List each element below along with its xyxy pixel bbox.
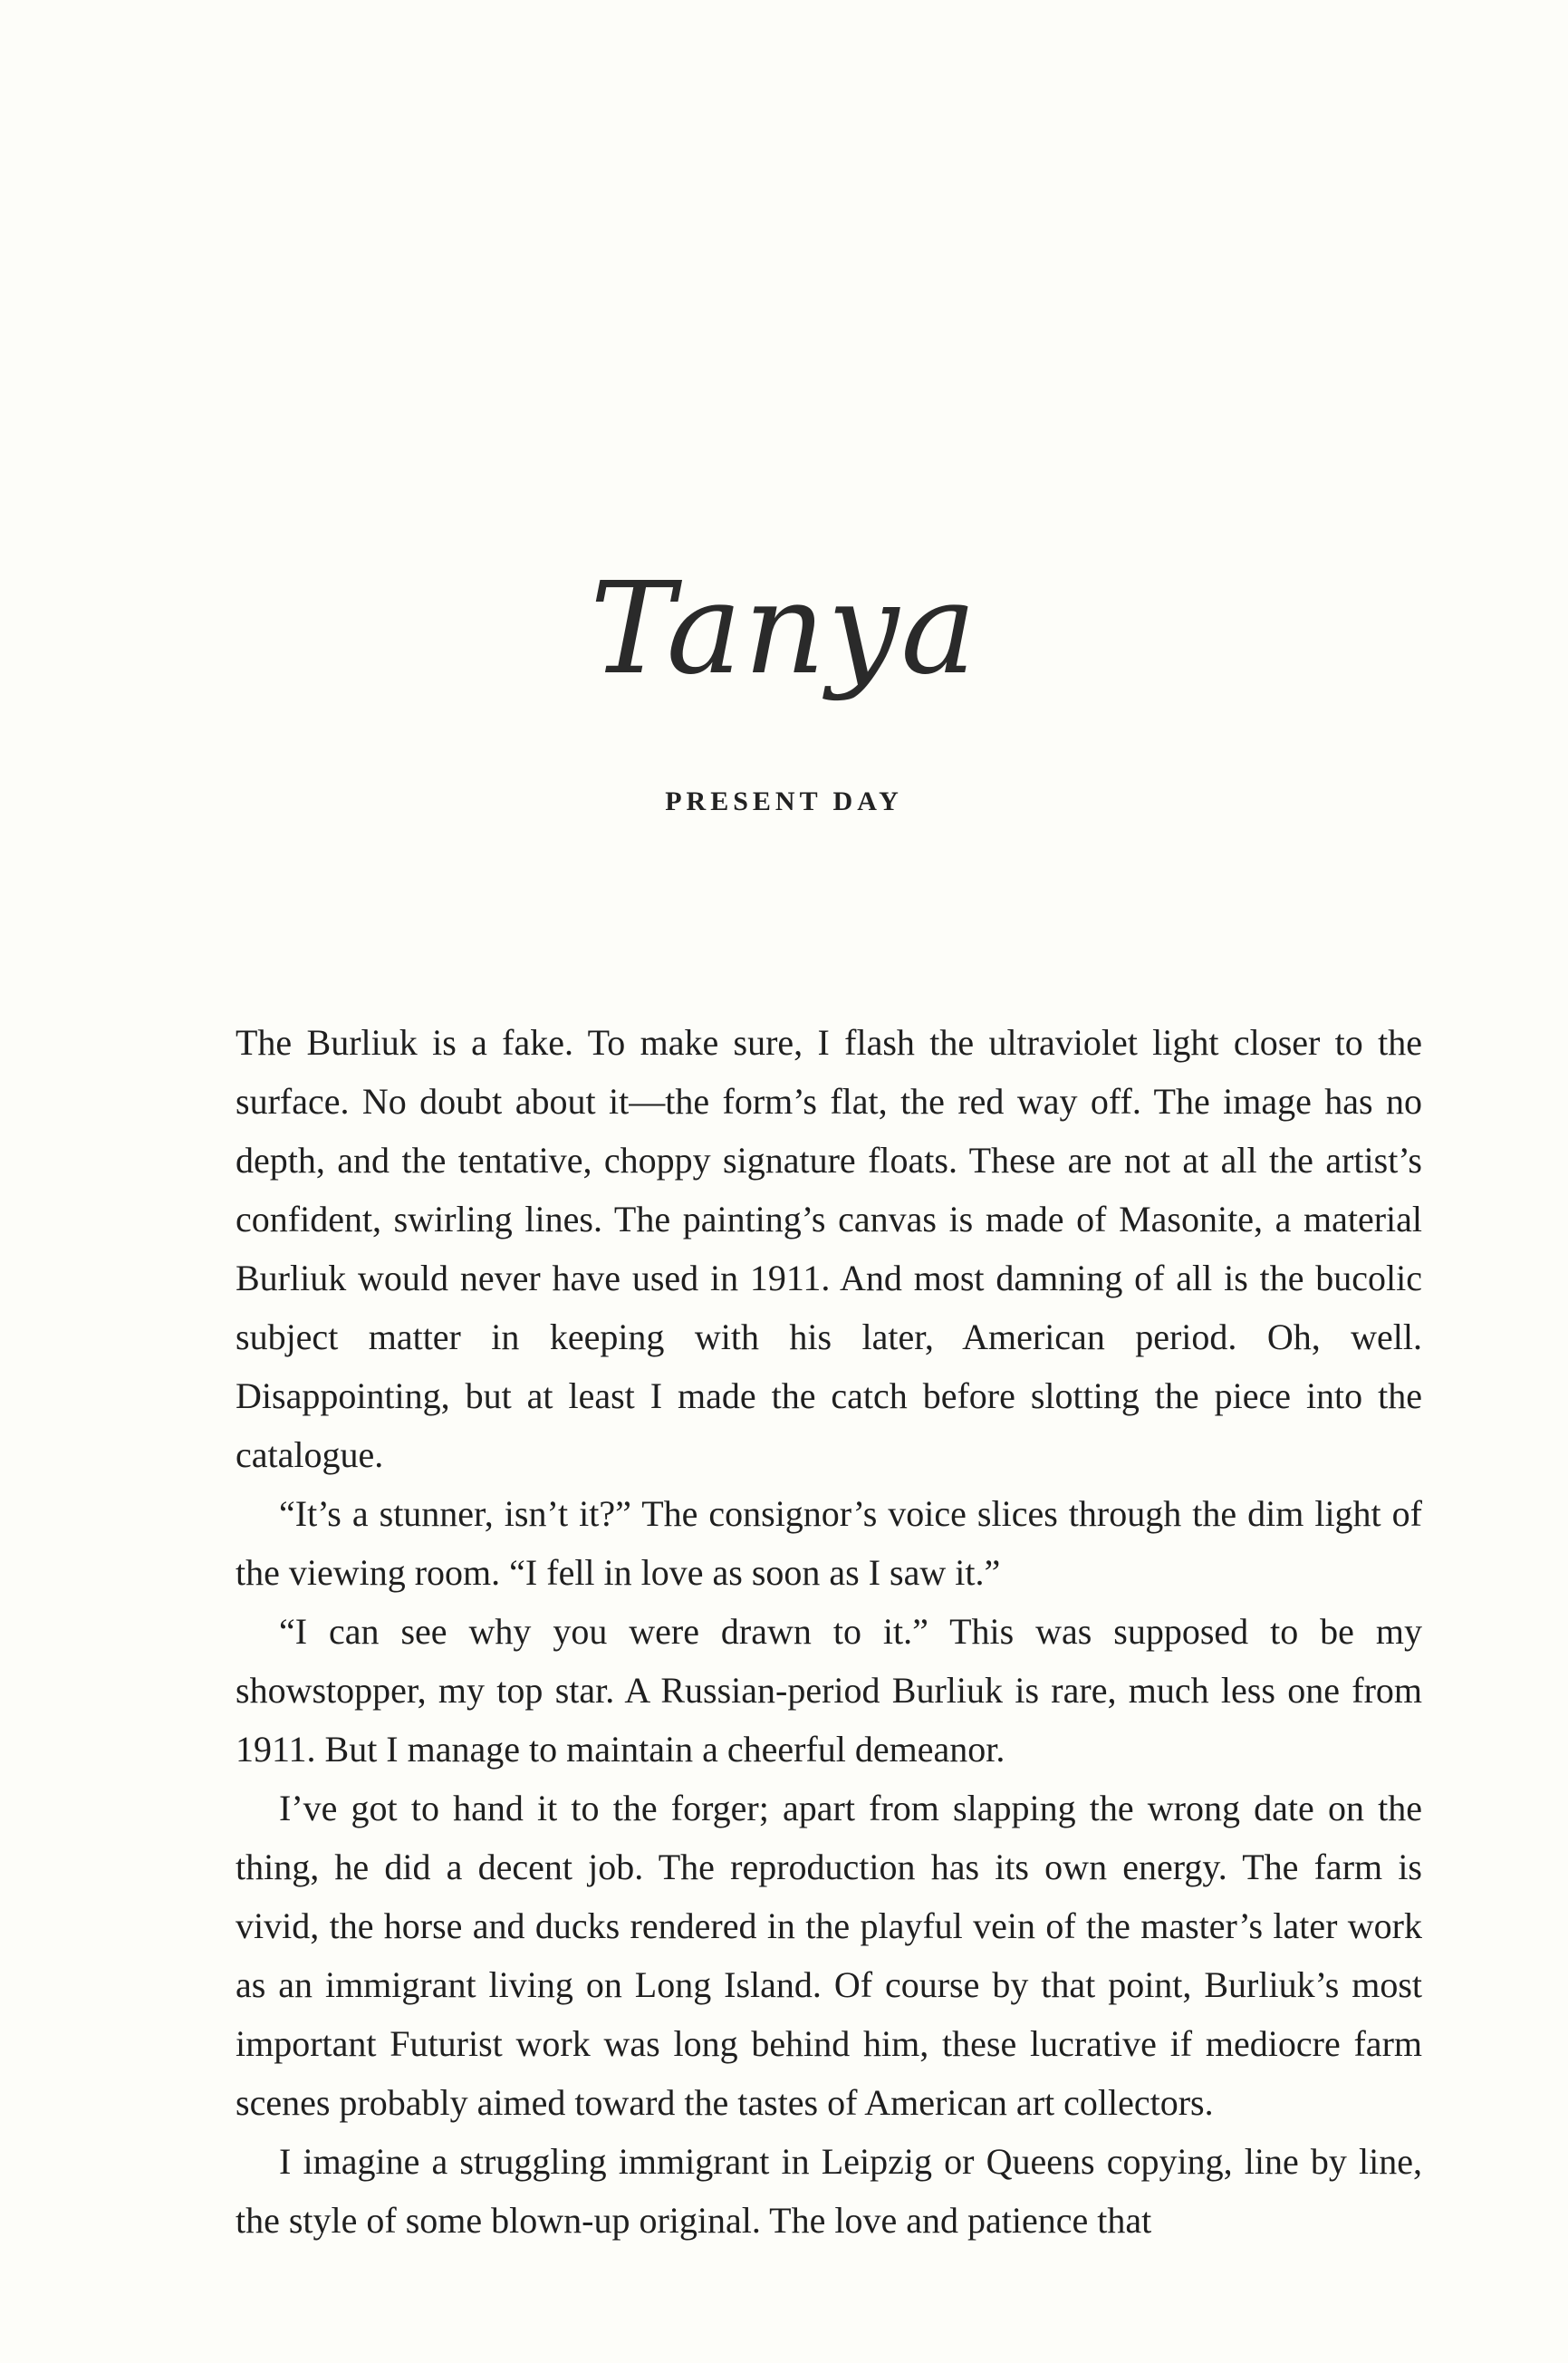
chapter-title: Tanya bbox=[590, 555, 978, 703]
paragraph: I’ve got to hand it to the forger; apart from slapping the wrong date on the thing, he did a decent job. The reproduction has its own energy. The farm is vivid, the horse and ducks rendered in the playful vein of the master’s later work as an immigrant living on Long Island. Of course by that point, Burliuk’s most important Futurist work was long behind him, these lucrative if mediocre farm scenes probably aimed toward the tastes of American art collectors. bbox=[236, 1788, 1422, 2123]
paragraph: I imagine a struggling immigrant in Leipzig or Queens copying, line by line, the style of some blown-up original. The love and patience that bbox=[236, 2141, 1422, 2241]
chapter-body bbox=[236, 1013, 1422, 2250]
paragraph: “It’s a stunner, isn’t it?” The consignor’s voice slices through the dim light of the viewing room. “I fell in love as soon as I saw it.” bbox=[236, 1493, 1422, 1593]
paragraph: The Burliuk is a fake. To make sure, I flash the ultraviolet light closer to the surface. No doubt about it—the form’s flat, the red way off. The image has no depth, and the tentative, choppy signature floats. These are not at all the artist’s confident, swirling lines. The painting’s canvas is made of Masonite, a material Burliuk would never have used in 1911. And most damning of all is the bucolic subject matter in keeping with his later, American period. Oh, well. Disappointing, but at least I made the catch before slotting the piece into the catalogue. bbox=[236, 1022, 1422, 1475]
chapter-subtitle: PRESENT DAY bbox=[665, 786, 903, 816]
paragraph: “I can see why you were drawn to it.” This was supposed to be my showstopper, my top star. A Russian-period Burliuk is rare, much less one from 1911. But I manage to maintain a cheerful demeanor. bbox=[236, 1611, 1422, 1770]
